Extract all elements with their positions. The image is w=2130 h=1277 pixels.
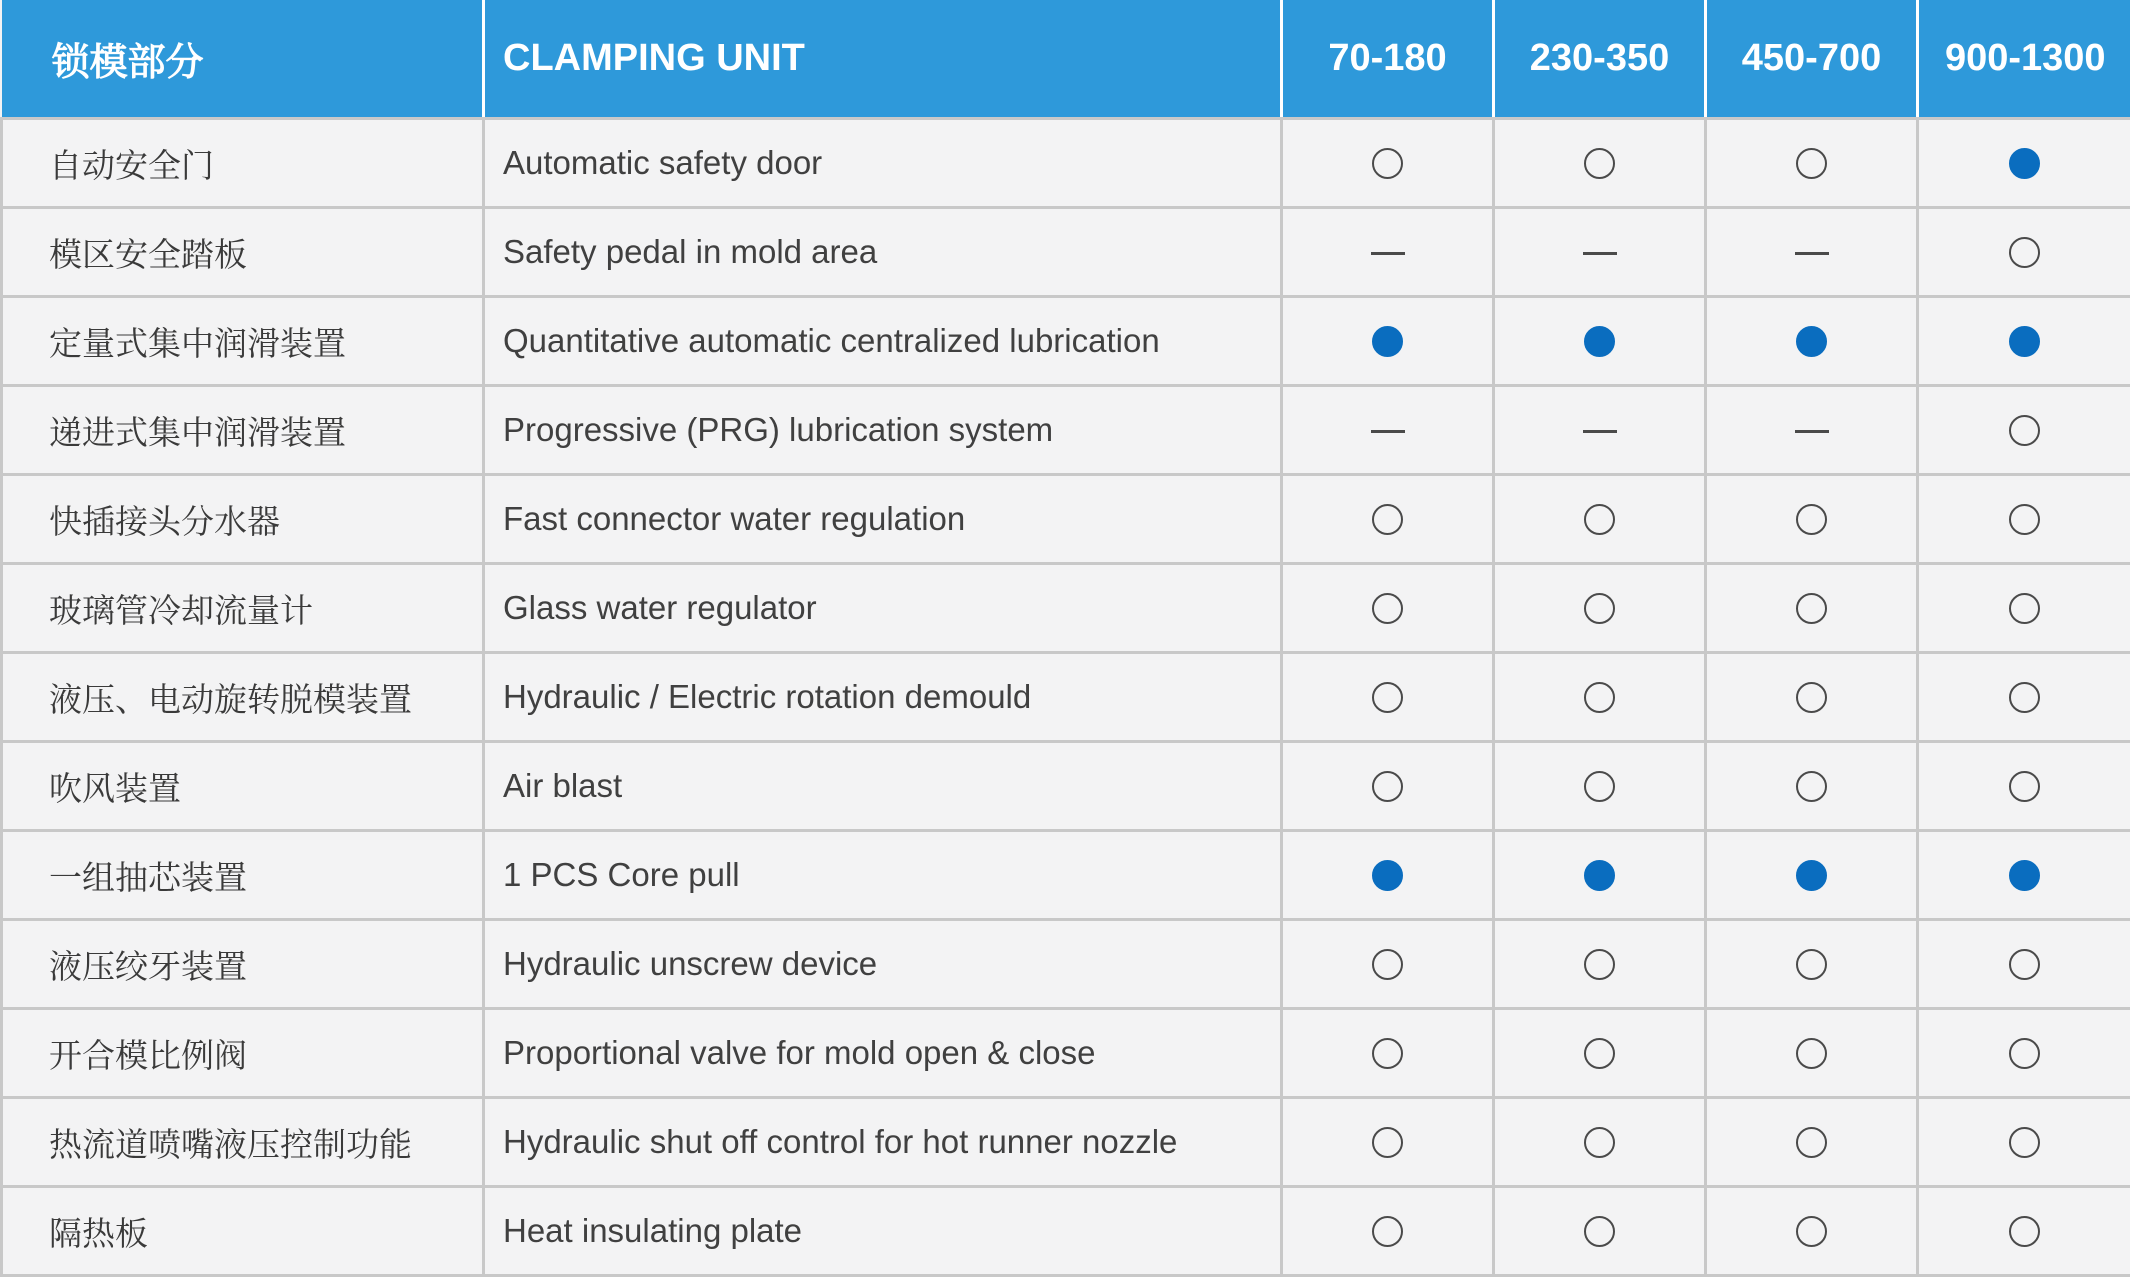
availability-cell [1706,208,1918,297]
optional-circle-icon [1796,1038,1827,1069]
optional-circle-icon [1584,593,1615,624]
optional-circle-icon [2009,1038,2040,1069]
availability-cell [1282,564,1494,653]
optional-circle-icon [2009,1216,2040,1247]
optional-circle-icon [1372,504,1403,535]
availability-cell [1282,831,1494,920]
feature-name-cn: 一组抽芯装置 [2,831,484,920]
availability-cell [1918,297,2130,386]
optional-circle-icon [1372,682,1403,713]
optional-circle-icon [1796,148,1827,179]
optional-circle-icon [1584,1216,1615,1247]
availability-cell [1282,208,1494,297]
optional-circle-icon [2009,682,2040,713]
availability-cell [1494,742,1706,831]
table-row [2,208,2130,297]
availability-cell [1706,742,1918,831]
feature-name-cn: 快插接头分水器 [2,475,484,564]
feature-name-en: Hydraulic / Electric rotation demould [484,653,1282,742]
feature-name-cn: 热流道喷嘴液压控制功能 [2,1098,484,1187]
availability-cell [1918,1098,2130,1187]
feature-name-cn: 开合模比例阀 [2,1009,484,1098]
table-row [2,1009,2130,1098]
availability-cell [1918,208,2130,297]
availability-cell [1918,831,2130,920]
feature-name-cn: 液压、电动旋转脱模装置 [2,653,484,742]
availability-cell [1918,119,2130,208]
availability-cell [1494,1009,1706,1098]
availability-cell [1494,564,1706,653]
feature-name-en: Glass water regulator [484,564,1282,653]
optional-circle-icon [1796,949,1827,980]
optional-circle-icon [1372,148,1403,179]
table-row [2,742,2130,831]
table-row [2,1098,2130,1187]
availability-cell [1706,475,1918,564]
table-row [2,1187,2130,1276]
feature-name-en: Heat insulating plate [484,1187,1282,1276]
optional-circle-icon [2009,237,2040,268]
table-row [2,119,2130,208]
header-title-cn: 锁模部分 [2,0,484,119]
optional-circle-icon [1372,1127,1403,1158]
availability-cell [1282,1009,1494,1098]
availability-cell [1494,920,1706,1009]
standard-dot-icon [1584,326,1615,357]
not-available-dash-icon [1371,252,1405,255]
feature-name-cn: 吹风装置 [2,742,484,831]
availability-cell [1282,475,1494,564]
header-model-230-350: 230-350 [1494,0,1706,119]
optional-circle-icon [1372,771,1403,802]
table-row [2,297,2130,386]
header-row [2,0,2130,119]
feature-name-cn: 递进式集中润滑装置 [2,386,484,475]
availability-cell [1918,564,2130,653]
availability-cell [1706,1098,1918,1187]
feature-name-en: Fast connector water regulation [484,475,1282,564]
optional-circle-icon [1584,1127,1615,1158]
feature-name-en: Air blast [484,742,1282,831]
not-available-dash-icon [1371,430,1405,433]
feature-name-en: Automatic safety door [484,119,1282,208]
feature-name-en: 1 PCS Core pull [484,831,1282,920]
header-title-en: CLAMPING UNIT [484,0,1282,119]
table-row [2,831,2130,920]
feature-name-en: Progressive (PRG) lubrication system [484,386,1282,475]
optional-circle-icon [1796,771,1827,802]
optional-circle-icon [2009,771,2040,802]
availability-cell [1494,1098,1706,1187]
availability-cell [1494,208,1706,297]
availability-cell [1494,297,1706,386]
feature-name-cn: 自动安全门 [2,119,484,208]
optional-circle-icon [1584,148,1615,179]
standard-dot-icon [1372,326,1403,357]
availability-cell [1918,386,2130,475]
optional-circle-icon [1796,682,1827,713]
feature-name-en: Hydraulic unscrew device [484,920,1282,1009]
optional-circle-icon [2009,504,2040,535]
optional-circle-icon [1372,1216,1403,1247]
availability-cell [1706,119,1918,208]
feature-name-cn: 模区安全踏板 [2,208,484,297]
not-available-dash-icon [1795,430,1829,433]
optional-circle-icon [1796,593,1827,624]
optional-circle-icon [1584,1038,1615,1069]
availability-cell [1706,653,1918,742]
availability-cell [1494,386,1706,475]
availability-cell [1494,831,1706,920]
optional-circle-icon [1584,504,1615,535]
table-row [2,920,2130,1009]
availability-cell [1706,1009,1918,1098]
header-model-70-180: 70-180 [1282,0,1494,119]
availability-cell [1918,1009,2130,1098]
optional-circle-icon [2009,1127,2040,1158]
standard-dot-icon [2009,148,2040,179]
feature-name-en: Hydraulic shut off control for hot runner nozzle [484,1098,1282,1187]
standard-dot-icon [1796,860,1827,891]
availability-cell [1918,1187,2130,1276]
optional-circle-icon [1796,1216,1827,1247]
feature-name-cn: 玻璃管冷却流量计 [2,564,484,653]
standard-dot-icon [2009,326,2040,357]
standard-dot-icon [1796,326,1827,357]
feature-name-cn: 液压绞牙装置 [2,920,484,1009]
standard-dot-icon [1584,860,1615,891]
optional-circle-icon [1796,504,1827,535]
table-row [2,475,2130,564]
optional-circle-icon [1584,771,1615,802]
availability-cell [1282,742,1494,831]
header-model-450-700: 450-700 [1706,0,1918,119]
optional-circle-icon [1372,593,1403,624]
header-model-900-1300: 900-1300 [1918,0,2130,119]
optional-circle-icon [1372,1038,1403,1069]
availability-cell [1706,920,1918,1009]
availability-cell [1282,119,1494,208]
not-available-dash-icon [1583,252,1617,255]
table-row [2,564,2130,653]
not-available-dash-icon [1795,252,1829,255]
optional-circle-icon [2009,593,2040,624]
optional-circle-icon [1584,949,1615,980]
availability-cell [1282,297,1494,386]
not-available-dash-icon [1583,430,1617,433]
table-row [2,653,2130,742]
optional-circle-icon [1796,1127,1827,1158]
availability-cell [1706,831,1918,920]
optional-circle-icon [2009,415,2040,446]
table-header [2,0,2130,119]
availability-cell [1706,1187,1918,1276]
optional-circle-icon [1584,682,1615,713]
availability-cell [1918,920,2130,1009]
standard-dot-icon [1372,860,1403,891]
feature-name-cn: 隔热板 [2,1187,484,1276]
table-row [2,386,2130,475]
optional-circle-icon [2009,949,2040,980]
availability-cell [1282,1098,1494,1187]
availability-cell [1494,653,1706,742]
availability-cell [1282,653,1494,742]
availability-cell [1918,742,2130,831]
table-body [2,119,2130,1276]
availability-cell [1706,297,1918,386]
availability-cell [1282,1187,1494,1276]
feature-name-en: Proportional valve for mold open & close [484,1009,1282,1098]
feature-name-cn: 定量式集中润滑装置 [2,297,484,386]
feature-name-en: Safety pedal in mold area [484,208,1282,297]
availability-cell [1918,475,2130,564]
feature-name-en: Quantitative automatic centralized lubrication [484,297,1282,386]
availability-cell [1706,386,1918,475]
availability-cell [1918,653,2130,742]
availability-cell [1494,475,1706,564]
availability-cell [1706,564,1918,653]
availability-cell [1282,386,1494,475]
availability-cell [1282,920,1494,1009]
standard-dot-icon [2009,860,2040,891]
availability-cell [1494,119,1706,208]
optional-circle-icon [1372,949,1403,980]
availability-cell [1494,1187,1706,1276]
